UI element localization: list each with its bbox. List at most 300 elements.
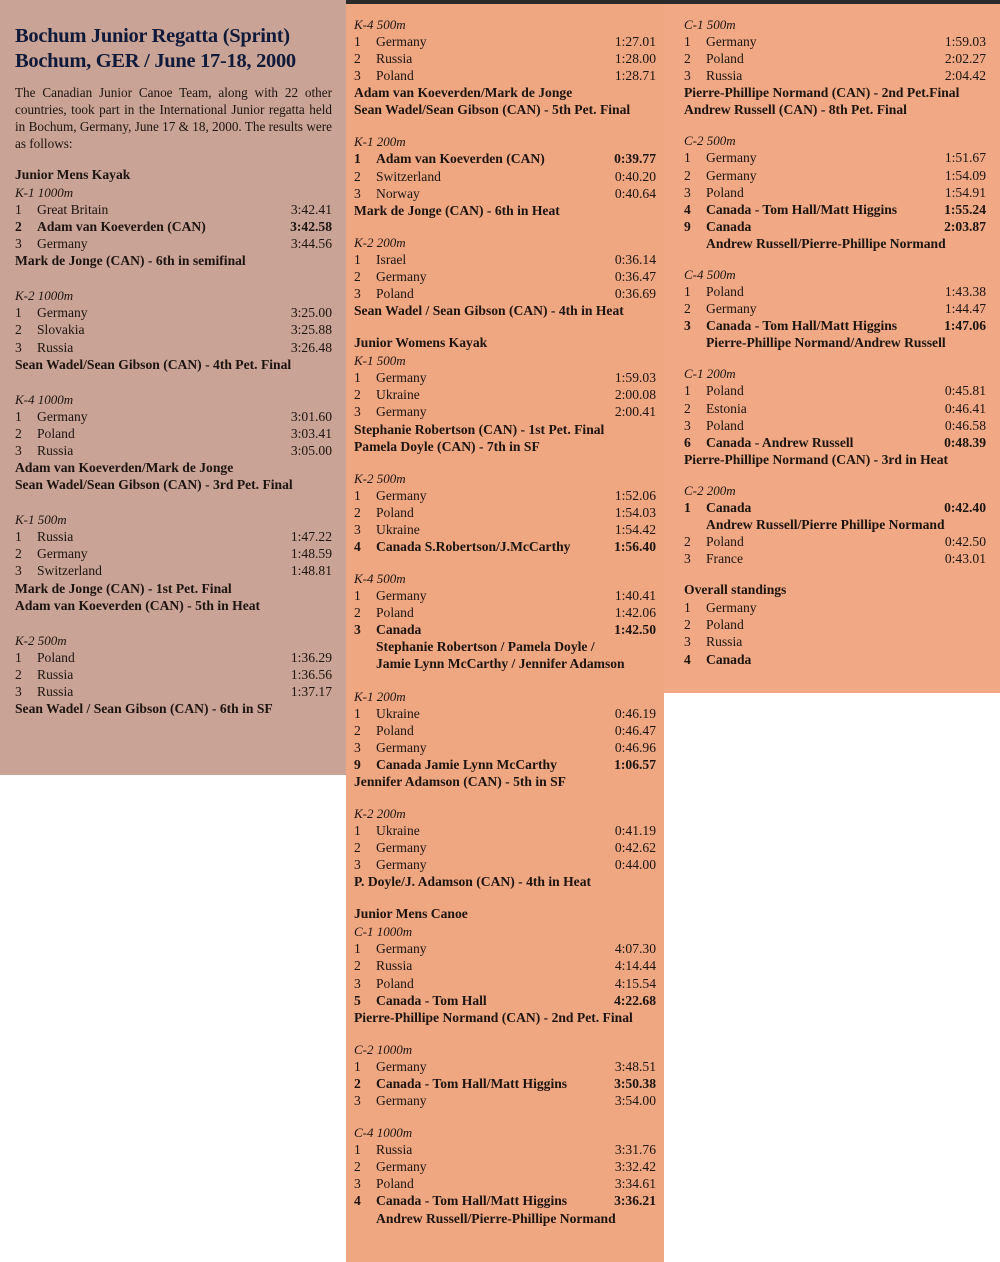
result-note: Jamie Lynn McCarthy / Jennifer Adamson xyxy=(376,656,625,672)
result-position: 3 xyxy=(15,563,22,579)
result-name: Slovakia xyxy=(37,322,85,338)
result-row xyxy=(354,251,656,268)
result-row xyxy=(354,50,656,67)
result-note: Adam van Koeverden/Mark de Jonge xyxy=(354,85,573,101)
result-position: 3 xyxy=(15,236,22,252)
result-time: 0:41.19 xyxy=(614,823,656,838)
result-position: 3 xyxy=(15,683,22,699)
result-time: 1:54.09 xyxy=(944,167,986,183)
event-block xyxy=(684,132,986,252)
event-block xyxy=(15,632,332,717)
result-position: 2 xyxy=(15,322,22,338)
event-block xyxy=(684,365,986,467)
result-name: Russia xyxy=(37,666,74,682)
event-block xyxy=(354,688,656,790)
result-position: 2 xyxy=(354,1075,361,1091)
result-row xyxy=(354,1141,656,1158)
result-row xyxy=(354,185,656,202)
result-note: Pamela Doyle (CAN) - 7th in SF xyxy=(354,438,540,454)
result-row xyxy=(684,651,986,668)
result-time: 3:36.21 xyxy=(614,1193,656,1209)
result-row xyxy=(354,403,656,420)
result-time: 3:31.76 xyxy=(614,1142,656,1158)
result-row xyxy=(15,442,332,459)
result-note: Stephanie Robertson / Pamela Doyle / xyxy=(376,639,595,655)
result-name: Adam van Koeverden (CAN) xyxy=(37,219,206,235)
result-row xyxy=(684,201,986,218)
result-row xyxy=(15,218,332,235)
result-note: Pierre-Phillipe Normand (CAN) - 3rd in Heat xyxy=(684,451,949,467)
result-note: Sean Wadel/Sean Gibson (CAN) - 5th Pet. Final xyxy=(354,102,631,118)
result-name: Germany xyxy=(376,739,427,755)
event-block xyxy=(354,234,656,319)
result-name: France xyxy=(706,551,743,567)
result-name: Switzerland xyxy=(376,168,441,184)
result-time: 3:50.38 xyxy=(614,1075,656,1091)
result-row xyxy=(354,1058,656,1075)
result-row xyxy=(354,621,656,638)
result-row xyxy=(354,839,656,856)
result-name: Germany xyxy=(37,408,88,424)
event-block xyxy=(684,482,986,567)
result-position: 3 xyxy=(354,622,361,638)
result-row xyxy=(684,400,986,417)
result-time: 1:43.38 xyxy=(944,284,986,300)
result-position: 1 xyxy=(15,408,22,424)
result-row xyxy=(15,321,332,338)
result-name: Canada xyxy=(706,651,752,667)
result-note: Mark de Jonge (CAN) - 1st Pet. Final xyxy=(15,580,232,596)
result-time xyxy=(930,651,986,668)
result-position: 1 xyxy=(684,499,691,515)
result-name: Germany xyxy=(376,268,427,284)
event-title: K-2 200m xyxy=(354,806,406,821)
result-name: Germany xyxy=(376,588,427,604)
result-note: Pierre-Phillipe Normand (CAN) - 2nd Pet. Final xyxy=(354,1009,633,1025)
result-name: Canada - Andrew Russell xyxy=(706,434,854,450)
result-name: Germany xyxy=(376,857,427,873)
result-position: 3 xyxy=(684,417,691,433)
result-time xyxy=(930,616,986,633)
result-position: 1 xyxy=(354,705,361,721)
event-title: K-1 500m xyxy=(354,353,406,369)
result-row xyxy=(354,538,656,555)
results-column-1 xyxy=(15,166,332,717)
result-position: 2 xyxy=(354,268,361,284)
result-time: 4:22.68 xyxy=(614,992,656,1008)
result-row xyxy=(15,339,332,356)
result-row xyxy=(15,562,332,579)
result-time: 1:27.01 xyxy=(614,34,656,49)
result-row xyxy=(354,369,656,386)
result-note: P. Doyle/J. Adamson (CAN) - 4th in Heat xyxy=(354,874,592,890)
result-time: 0:40.20 xyxy=(614,168,656,184)
event-block xyxy=(354,352,656,454)
result-note: Mark de Jonge (CAN) - 6th in Heat xyxy=(354,202,560,218)
result-position: 2 xyxy=(15,546,22,562)
result-position: 4 xyxy=(354,1193,361,1209)
result-position: 2 xyxy=(354,51,361,67)
result-position: 1 xyxy=(684,383,691,399)
event-title: C-4 500m xyxy=(684,267,736,283)
result-name: Poland xyxy=(376,1176,414,1192)
category-heading: Junior Mens Kayak xyxy=(15,167,131,182)
result-time: 1:28.00 xyxy=(614,51,656,67)
result-position: 1 xyxy=(354,823,361,838)
result-name: Poland xyxy=(706,417,744,433)
result-name: Germany xyxy=(376,370,427,386)
result-time: 0:42.40 xyxy=(944,499,986,515)
result-position: 3 xyxy=(354,286,361,302)
result-row xyxy=(354,822,656,839)
result-row xyxy=(354,722,656,739)
event-title: K-4 1000m xyxy=(15,391,74,407)
result-name: Norway xyxy=(376,185,420,201)
result-time: 3:42.58 xyxy=(290,219,332,235)
result-row xyxy=(15,545,332,562)
result-name: Canada xyxy=(376,622,422,638)
result-time: 0:39.77 xyxy=(614,151,656,167)
result-name: Estonia xyxy=(706,400,747,416)
result-row xyxy=(15,649,332,666)
event-block xyxy=(684,581,986,667)
result-row xyxy=(354,992,656,1009)
result-time: 0:45.81 xyxy=(944,383,986,399)
middle-panel xyxy=(346,0,664,1262)
result-name: Canada Jamie Lynn McCarthy xyxy=(376,756,557,772)
result-time: 1:47.06 xyxy=(944,318,986,334)
result-position: 3 xyxy=(684,184,691,200)
event-block xyxy=(354,570,656,672)
result-row xyxy=(15,304,332,321)
result-position: 1 xyxy=(354,370,361,386)
result-position: 2 xyxy=(684,51,691,67)
result-row xyxy=(684,434,986,451)
right-panel xyxy=(664,0,1000,693)
result-time: 1:36.56 xyxy=(290,666,332,682)
result-position: 2 xyxy=(354,722,361,738)
event-block xyxy=(15,287,332,372)
result-note: Adam van Koeverden/Mark de Jonge xyxy=(15,460,234,476)
result-name: Ukraine xyxy=(376,387,420,403)
result-time: 3:26.48 xyxy=(290,339,332,355)
category-heading: Junior Womens Kayak xyxy=(354,335,488,351)
event-block xyxy=(354,1041,656,1109)
result-position: 2 xyxy=(15,219,22,235)
result-row xyxy=(15,408,332,425)
result-time: 4:14.44 xyxy=(614,958,656,974)
result-row xyxy=(684,599,986,616)
result-time: 1:28.71 xyxy=(614,68,656,84)
result-note: Adam van Koeverden (CAN) - 5th in Heat xyxy=(15,597,261,613)
result-position: 1 xyxy=(15,305,22,321)
result-time: 1:54.91 xyxy=(944,184,986,200)
result-position: 2 xyxy=(684,167,691,183)
result-name: Poland xyxy=(376,975,414,991)
result-name: Ukraine xyxy=(376,823,420,838)
left-panel xyxy=(0,0,346,775)
result-position: 5 xyxy=(354,992,361,1008)
result-row xyxy=(354,587,656,604)
result-time: 0:46.19 xyxy=(614,705,656,721)
result-row xyxy=(684,218,986,235)
result-position: 3 xyxy=(15,339,22,355)
result-time: 3:03.41 xyxy=(290,425,332,441)
result-note: Andrew Russell/Pierre-Phillipe Normand xyxy=(706,235,946,251)
result-row xyxy=(684,67,986,84)
result-time: 1:42.50 xyxy=(614,622,656,638)
result-row xyxy=(354,739,656,756)
result-time: 1:47.22 xyxy=(290,529,332,545)
result-time: 1:06.57 xyxy=(614,756,656,772)
result-row xyxy=(354,940,656,957)
result-row xyxy=(354,1092,656,1109)
result-position: 3 xyxy=(354,975,361,991)
result-row xyxy=(354,1192,656,1209)
result-time xyxy=(930,599,986,616)
result-time: 1:59.03 xyxy=(944,34,986,49)
result-row xyxy=(354,957,656,974)
result-name: Switzerland xyxy=(37,563,102,579)
result-time: 0:36.14 xyxy=(614,251,656,267)
event-title: K-4 500m xyxy=(354,571,406,587)
result-time: 2:03.87 xyxy=(944,218,986,234)
result-position: 2 xyxy=(15,425,22,441)
result-name: Russia xyxy=(37,339,74,355)
event-block xyxy=(684,16,986,118)
result-time: 0:46.96 xyxy=(614,739,656,755)
page-subtitle: Bochum, GER / June 17-18, 2000 xyxy=(15,50,296,72)
result-time: 1:55.24 xyxy=(944,201,986,217)
result-name: Canada - Tom Hall/Matt Higgins xyxy=(376,1193,568,1209)
result-time: 0:36.47 xyxy=(614,268,656,284)
result-note: Sean Wadel / Sean Gibson (CAN) - 4th in Heat xyxy=(354,303,624,319)
result-time: 0:36.69 xyxy=(614,286,656,302)
result-note: Jennifer Adamson (CAN) - 5th in SF xyxy=(354,773,566,789)
result-name: Poland xyxy=(706,184,744,200)
result-name: Russia xyxy=(37,683,74,699)
result-position: 4 xyxy=(354,538,361,554)
result-name: Ukraine xyxy=(376,705,420,721)
results-column-3 xyxy=(684,16,986,668)
result-row xyxy=(354,756,656,773)
result-time: 1:48.81 xyxy=(290,563,332,579)
event-title: K-1 500m xyxy=(15,512,67,528)
result-row xyxy=(684,50,986,67)
result-position: 9 xyxy=(684,218,691,234)
result-name: Poland xyxy=(37,649,75,665)
result-name: Russia xyxy=(706,68,743,84)
event-title: C-1 1000m xyxy=(354,924,413,940)
result-position: 1 xyxy=(354,34,361,49)
result-time: 3:48.51 xyxy=(614,1058,656,1074)
result-name: Germany xyxy=(376,840,427,856)
result-position: 1 xyxy=(684,600,691,616)
result-name: Poland xyxy=(706,383,744,399)
result-name: Poland xyxy=(706,617,744,633)
result-position: 1 xyxy=(15,649,22,665)
event-block xyxy=(15,511,332,613)
results-column-2 xyxy=(354,16,656,1227)
result-position: 3 xyxy=(684,634,691,650)
result-row xyxy=(15,666,332,683)
result-position: 1 xyxy=(684,34,691,49)
result-row xyxy=(15,528,332,545)
result-name: Canada - Tom Hall/Matt Higgins xyxy=(706,318,898,334)
result-row xyxy=(15,683,332,700)
result-note: Pierre-Phillipe Normand/Andrew Russell xyxy=(706,335,946,351)
result-time: 1:56.40 xyxy=(614,538,656,554)
result-row xyxy=(354,604,656,621)
result-name: Germany xyxy=(37,236,88,252)
result-note: Stephanie Robertson (CAN) - 1st Pet. Final xyxy=(354,421,605,437)
result-position: 3 xyxy=(354,857,361,873)
result-time: 1:52.06 xyxy=(614,487,656,503)
result-row xyxy=(684,149,986,166)
result-time: 1:44.47 xyxy=(944,301,986,317)
event-block xyxy=(354,133,656,218)
result-name: Poland xyxy=(37,425,75,441)
result-row xyxy=(684,184,986,201)
result-position: 3 xyxy=(15,442,22,458)
result-name: Poland xyxy=(706,534,744,550)
result-name: Canada - Tom Hall/Matt Higgins xyxy=(706,201,898,217)
result-row xyxy=(354,168,656,185)
result-name: Canada xyxy=(706,218,752,234)
page-title: Bochum Junior Regatta (Sprint) xyxy=(15,25,290,47)
result-position: 2 xyxy=(354,1159,361,1175)
result-row xyxy=(684,633,986,650)
event-title: C-2 1000m xyxy=(354,1041,413,1057)
result-note: Sean Wadel / Sean Gibson (CAN) - 6th in SF xyxy=(15,700,273,716)
event-title: K-1 200m xyxy=(354,688,406,704)
result-name: Germany xyxy=(376,1058,427,1074)
result-position: 1 xyxy=(684,284,691,300)
result-time: 0:46.58 xyxy=(944,417,986,433)
result-name: Germany xyxy=(376,941,427,957)
result-name: Russia xyxy=(37,529,74,545)
event-title: C-4 1000m xyxy=(354,1125,413,1141)
result-position: 1 xyxy=(15,529,22,545)
result-row xyxy=(354,150,656,167)
result-position: 3 xyxy=(684,318,691,334)
result-name: Germany xyxy=(376,487,427,503)
result-position: 2 xyxy=(354,387,361,403)
result-time: 0:40.64 xyxy=(614,185,656,201)
result-name: Poland xyxy=(706,284,744,300)
result-name: Germany xyxy=(706,600,757,616)
result-position: 3 xyxy=(354,1093,361,1109)
result-row xyxy=(684,382,986,399)
result-time: 1:59.03 xyxy=(614,370,656,386)
result-name: Adam van Koeverden (CAN) xyxy=(376,151,545,167)
result-position: 4 xyxy=(684,201,691,217)
event-title: K-2 500m xyxy=(15,632,67,648)
result-row xyxy=(354,33,656,50)
event-title: K-2 200m xyxy=(354,234,406,250)
result-time: 2:04.42 xyxy=(944,68,986,84)
result-time: 3:05.00 xyxy=(290,442,332,458)
event-block xyxy=(354,805,656,890)
result-row xyxy=(684,550,986,567)
result-time: 1:54.42 xyxy=(614,521,656,537)
result-name: Germany xyxy=(706,34,757,49)
result-time: 3:25.00 xyxy=(290,305,332,321)
result-name: Israel xyxy=(376,251,407,267)
result-position: 2 xyxy=(684,400,691,416)
result-position: 1 xyxy=(354,1142,361,1158)
event-block xyxy=(684,266,986,351)
result-time: 1:36.29 xyxy=(290,649,332,665)
result-row xyxy=(684,499,986,516)
result-time: 0:42.62 xyxy=(614,840,656,856)
result-name: Canada - Tom Hall xyxy=(376,992,487,1008)
result-name: Poland xyxy=(376,605,414,621)
result-position: 3 xyxy=(684,68,691,84)
result-time: 1:37.17 xyxy=(290,683,332,699)
result-name: Russia xyxy=(376,1142,413,1158)
result-position: 1 xyxy=(354,1058,361,1074)
result-row xyxy=(354,705,656,722)
event-title: C-1 200m xyxy=(684,366,736,382)
event-block xyxy=(354,1124,656,1226)
result-position: 3 xyxy=(354,185,361,201)
result-note: Andrew Russell/Pierre Phillipe Normand xyxy=(706,516,945,532)
result-position: 2 xyxy=(354,840,361,856)
result-row xyxy=(684,616,986,633)
result-time: 2:02.27 xyxy=(944,51,986,67)
result-name: Canada S.Robertson/J.McCarthy xyxy=(376,538,571,554)
result-name: Germany xyxy=(376,404,427,420)
result-position: 3 xyxy=(354,68,361,84)
result-position: 1 xyxy=(684,150,691,166)
event-block xyxy=(15,184,332,269)
result-row xyxy=(684,167,986,184)
result-position: 3 xyxy=(354,521,361,537)
result-note: Andrew Russell (CAN) - 8th Pet. Final xyxy=(684,102,907,118)
result-row xyxy=(15,201,332,218)
event-title: K-1 200m xyxy=(354,134,406,150)
result-position: 9 xyxy=(354,756,361,772)
event-block xyxy=(15,391,332,493)
event-block xyxy=(354,923,656,1025)
standings-heading: Overall standings xyxy=(684,582,787,598)
result-row xyxy=(684,417,986,434)
result-time: 1:54.03 xyxy=(614,504,656,520)
event-title: C-2 500m xyxy=(684,133,736,149)
result-row xyxy=(354,386,656,403)
result-row xyxy=(354,1175,656,1192)
result-name: Great Britain xyxy=(37,202,109,217)
result-name: Russia xyxy=(376,958,413,974)
result-position: 1 xyxy=(354,941,361,957)
result-row xyxy=(684,300,986,317)
result-row xyxy=(354,504,656,521)
result-name: Poland xyxy=(376,68,414,84)
result-position: 1 xyxy=(354,151,361,167)
result-position: 2 xyxy=(684,534,691,550)
result-name: Germany xyxy=(37,546,88,562)
result-position: 1 xyxy=(354,487,361,503)
result-time xyxy=(930,633,986,650)
result-position: 3 xyxy=(354,1176,361,1192)
result-position: 3 xyxy=(684,551,691,567)
result-time: 1:51.67 xyxy=(944,150,986,166)
result-position: 2 xyxy=(15,666,22,682)
event-block xyxy=(354,16,656,118)
result-name: Poland xyxy=(706,51,744,67)
result-position: 1 xyxy=(354,588,361,604)
